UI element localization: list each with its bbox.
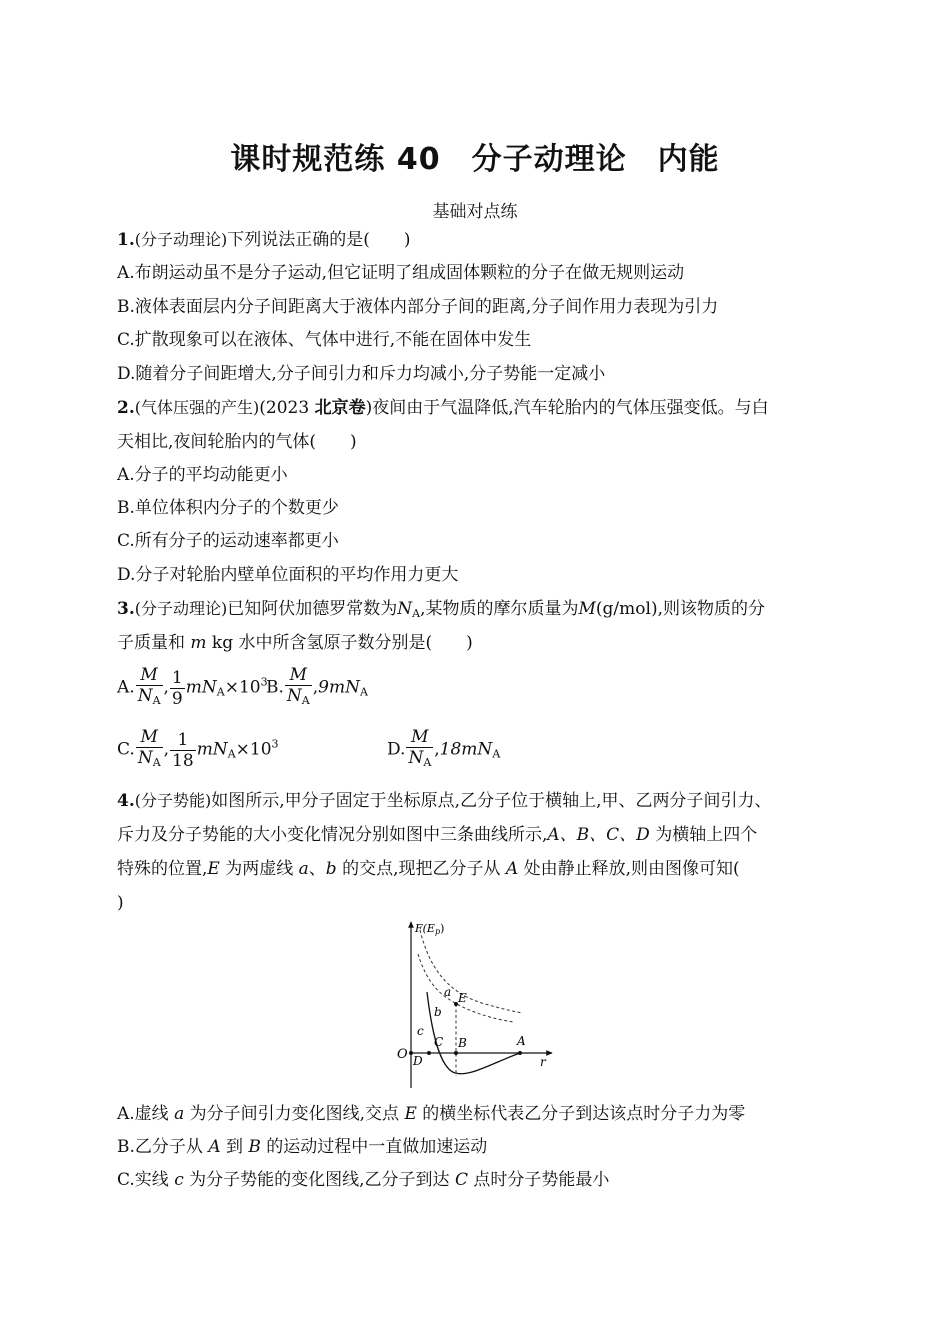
q1-option-a: A.布朗运动虽不是分子运动,但它证明了组成固体颗粒的分子在做无规则运动: [117, 263, 685, 283]
q4-c-point: C: [454, 1170, 468, 1190]
fraction-numerator: 1: [170, 730, 196, 751]
q2-option-c: C.所有分子的运动速率都更小: [117, 531, 339, 551]
q3-option-c: [117, 727, 279, 773]
q1-number: 1: [117, 230, 129, 250]
q4-b-text-1: B.乙分子从: [117, 1137, 209, 1157]
q4-b-text-2: 到: [220, 1137, 249, 1157]
q3-text-c: (g/mol),则该物质的分: [595, 599, 765, 619]
q4-stem-line3: [117, 858, 740, 880]
q4-a-point: E: [404, 1104, 417, 1124]
nine-mn-subscript: A: [359, 685, 368, 699]
avogadro-subscript: A: [412, 607, 421, 620]
q4-c-text-2: 为分子势能的变化图线,乙分子到达: [183, 1170, 455, 1190]
q4-option-a: [117, 1103, 745, 1125]
mn-product: mN: [196, 739, 228, 760]
q3-option-a-label: A.: [117, 677, 135, 698]
fraction-subscript: A: [423, 756, 432, 769]
label-b-point: B: [458, 1036, 467, 1050]
fraction-numerator: 1: [171, 667, 183, 688]
q2-number: 2: [117, 398, 129, 418]
fraction-one-ninth: [170, 668, 185, 709]
fraction-numerator: M: [406, 727, 433, 748]
q4-text-a: 如图所示,甲分子固定于坐标原点,乙分子位于横轴上,甲、乙两分子间引力、: [211, 791, 772, 811]
avogadro-symbol: N: [397, 599, 413, 619]
q4-text-h: 处由静止释放,则由图像可知(: [518, 859, 740, 879]
comma: ,: [312, 677, 319, 698]
q2-source: 北京卷: [314, 398, 366, 418]
q2-stem-line2: 天相比,夜间轮胎内的气体( ): [117, 432, 357, 452]
comma: ,: [163, 677, 169, 698]
origin-label: O: [397, 1047, 408, 1062]
point-c-dot: [427, 1051, 431, 1055]
curve-b: b: [325, 859, 337, 879]
comma: ,: [434, 739, 440, 760]
label-a: a: [444, 985, 452, 999]
q4-c-text-1: C.实线: [117, 1170, 175, 1190]
q1-option-b: B.液体表面层内分子间距离大于液体内部分子间的距离,分子间作用力表现为引力: [117, 297, 719, 317]
point-a-dot: [518, 1051, 522, 1055]
q4-b-text-3: 的运动过程中一直做加速运动: [260, 1137, 488, 1157]
y-axis-label: F(Ep): [415, 922, 445, 936]
q2-option-b: B.单位体积内分子的个数更少: [117, 498, 339, 518]
q4-number: 4: [117, 791, 129, 811]
q4-a-text-1: A.虚线: [117, 1104, 175, 1124]
fraction-denominator: 9: [171, 688, 183, 709]
mass-symbol: m: [190, 633, 207, 653]
q4-c-text-3: 点时分子势能最小: [467, 1170, 610, 1190]
dashed-curve-a: [420, 930, 523, 1013]
q2-option-a: A.分子的平均动能更小: [117, 465, 288, 485]
q4-stem-line4: ): [117, 893, 124, 913]
comma: ,: [163, 739, 170, 760]
mn-subscript: A: [227, 747, 236, 761]
q4-topic: (分子势能): [134, 791, 212, 810]
q3-text-a: 已知阿伏加德罗常数为: [227, 599, 398, 619]
fraction-m-over-na: [136, 665, 163, 711]
q3-option-d-label: D.: [387, 739, 406, 760]
q4-stem-line2: [117, 824, 757, 846]
q3-stem-line2: [117, 632, 473, 654]
q4-text-b: 斥力及分子势能的大小变化情况分别如图中三条曲线所示,: [117, 825, 548, 845]
label-e: E: [458, 991, 467, 1005]
fraction-one-eighteenth: [170, 730, 196, 771]
q2-option-d: D.分子对轮胎内壁单位面积的平均作用力更大: [117, 565, 459, 585]
eighteen-mn: 18mN: [439, 739, 493, 760]
page-title: 课时规范练 40 分子动理论 内能: [230, 142, 720, 177]
section-heading: 基础对点练: [432, 202, 518, 222]
q4-b-point-b: B: [248, 1137, 261, 1157]
q4-positions: A、B、C、D: [547, 825, 650, 845]
mn-product: mN: [185, 677, 217, 698]
q4-stem-line1: 4.(分子势能)如图所示,甲分子固定于坐标原点,乙分子位于横轴上,甲、乙两分子间引力、: [117, 791, 772, 811]
exponent: 3: [271, 737, 279, 751]
label-a-point: A: [517, 1034, 526, 1048]
q4-text-d: 特殊的位置,: [117, 859, 208, 879]
q4-b-point-a: A: [208, 1137, 221, 1157]
mn-subscript: A: [216, 685, 225, 699]
molar-mass-symbol: M: [578, 599, 596, 619]
q4-a-text-3: 的横坐标代表乙分子到达该点时分子力为零: [416, 1104, 746, 1124]
fraction-m-over-na: [136, 727, 163, 773]
times-ten: ×10: [235, 739, 272, 760]
times-ten: ×10: [224, 677, 261, 698]
q3-text-d: 子质量和: [117, 633, 185, 653]
q1-option-c: C.扩散现象可以在液体、气体中进行,不能在固体中发生: [117, 330, 532, 350]
fraction-numerator: M: [136, 665, 163, 686]
q1-text: 下列说法正确的是( ): [227, 230, 411, 250]
fraction-numerator: M: [285, 665, 312, 686]
point-a: A: [505, 859, 519, 879]
q3-option-a: [117, 665, 268, 711]
q2-source-open: (2023: [259, 398, 315, 418]
fraction-m-over-na: [406, 727, 433, 773]
label-b: b: [434, 1005, 442, 1019]
q3-text-b: ,某物质的摩尔质量为: [420, 599, 579, 619]
label-d-point: D: [413, 1054, 423, 1068]
q3-option-d: [387, 727, 500, 773]
fraction-subscript: A: [152, 694, 161, 707]
q1-option-d: D.随着分子间距增大,分子间引力和斥力均减小,分子势能一定减小: [117, 364, 606, 384]
label-c: c: [417, 1024, 424, 1038]
eighteen-mn-subscript: A: [492, 747, 501, 761]
molecular-force-figure: [390, 916, 565, 1091]
fraction-subscript: A: [301, 694, 310, 707]
fraction-m-over-na: [285, 665, 312, 711]
q4-a-var: a: [174, 1104, 185, 1124]
fraction-denominator: N: [137, 686, 153, 706]
curve-a: a: [298, 859, 309, 879]
fraction-denominator: 18: [172, 750, 194, 771]
q4-text-g: 的交点,现把乙分子从: [336, 859, 506, 879]
q4-text-e: 为两虚线: [219, 859, 299, 879]
q2-topic: (气体压强的产生): [134, 398, 260, 417]
q1-topic: (分子动理论): [134, 230, 228, 249]
q4-c-var: c: [174, 1170, 184, 1190]
fraction-denominator: N: [137, 748, 153, 768]
dashed-curve-b: [418, 954, 513, 1022]
q4-a-text-2: 为分子间引力变化图线,交点: [184, 1104, 405, 1124]
q3-text-e: kg 水中所含氢原子数分别是( ): [206, 633, 473, 653]
x-axis-label: r: [540, 1055, 546, 1069]
q4-text-f: 、: [308, 859, 326, 879]
label-c-point: C: [434, 1035, 444, 1049]
q1-stem: 1.(分子动理论)下列说法正确的是( ): [117, 230, 411, 250]
q2-stem-line1: 2.(气体压强的产生)(2023 北京卷)夜间由于气温降低,汽车轮胎内的气体压强变低。与白: [117, 398, 769, 418]
q3-option-b: [266, 665, 368, 711]
nine-mn: 9mN: [318, 677, 360, 698]
fraction-numerator: M: [136, 727, 163, 748]
q3-option-c-label: C.: [117, 739, 135, 760]
q2-source-close: ): [365, 398, 373, 418]
q3-number: 3: [117, 599, 129, 619]
q2-text: 夜间由于气温降低,汽车轮胎内的气体压强变低。与白: [372, 398, 769, 418]
q3-option-b-label: B.: [266, 677, 284, 698]
q4-text-c: 为横轴上四个: [649, 825, 758, 845]
fraction-denominator: N: [408, 748, 424, 768]
fraction-denominator: N: [286, 686, 302, 706]
q4-option-b: [117, 1136, 487, 1158]
exponent: 3: [260, 675, 268, 689]
fraction-subscript: A: [152, 756, 161, 769]
q3-stem-line1: 3.(分子动理论)已知阿伏加德罗常数为$N_A$,某物质的摩尔质量为M(g/mol),则该物质的分: [117, 599, 765, 620]
q4-option-c: [117, 1169, 609, 1191]
q3-topic: (分子动理论): [134, 599, 228, 618]
point-e: E: [207, 859, 220, 879]
point-b-dot: [454, 1051, 458, 1055]
